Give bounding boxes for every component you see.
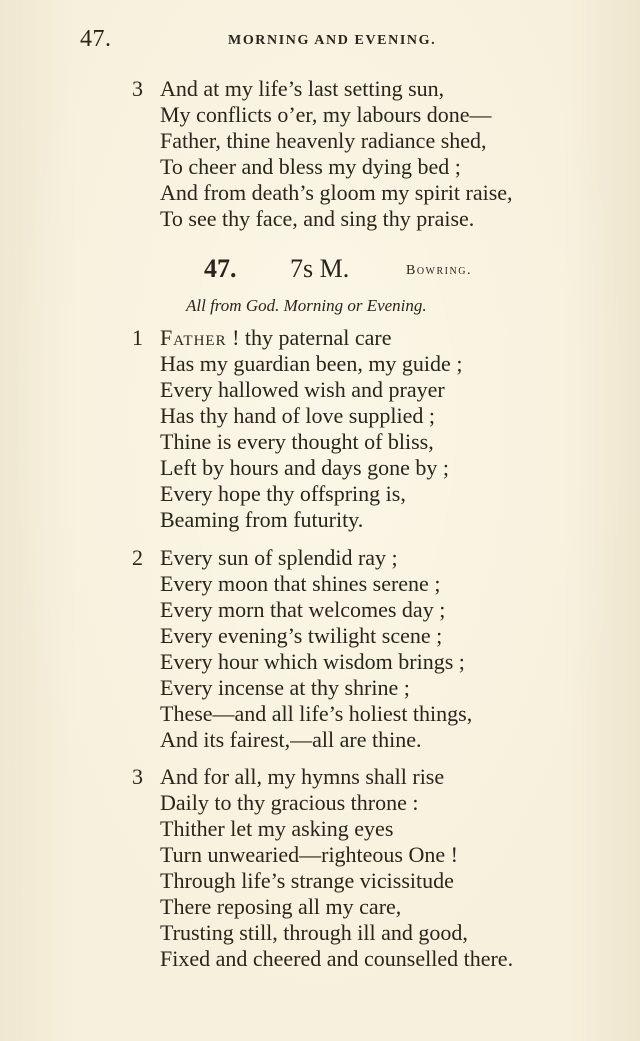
verse-line: Every incense at thy shrine ;: [160, 675, 410, 700]
hymn-subtitle: All from God. Morning or Evening.: [186, 296, 427, 315]
verse-line: Trusting still, through ill and good,: [160, 920, 468, 945]
verse-line: Beaming from futurity.: [160, 507, 364, 532]
verse-line: Through life’s strange vicissitude: [160, 868, 454, 893]
first-word: Father: [160, 325, 227, 350]
page-number: 47.: [80, 26, 112, 52]
verse-line: Every hope thy offspring is,: [160, 481, 406, 506]
verse-line: Every morn that welcomes day ;: [160, 597, 446, 622]
running-title: MORNING AND EVENING.: [228, 33, 437, 48]
verse-number: 2: [132, 545, 143, 570]
verse-line: And its fairest,—all are thine.: [160, 727, 422, 752]
verse-line: Every hallowed wish and prayer: [160, 377, 445, 402]
verse-line: Has thy hand of love supplied ;: [160, 403, 435, 428]
verse-line: To cheer and bless my dying bed ;: [160, 154, 461, 179]
verse-line: And at my life’s last setting sun,: [160, 76, 445, 101]
verse-line: Every evening’s twilight scene ;: [160, 623, 443, 648]
verse-number: 1: [132, 325, 143, 350]
hymn-heading: [0, 254, 640, 288]
verse-line: There reposing all my care,: [160, 894, 402, 919]
hymn-meter: 7s M.: [290, 254, 350, 283]
verse-line: Father, thine heavenly radiance shed,: [160, 128, 487, 153]
verse-line: My conflicts o’er, my labours done—: [160, 102, 492, 127]
verse-line: Every sun of splendid ray ;: [160, 545, 398, 570]
hymn-author: Bowring.: [406, 263, 472, 278]
verse-line: [160, 325, 391, 351]
verse-line: To see thy face, and sing thy praise.: [160, 206, 475, 231]
verse-line: Fixed and cheered and counselled there.: [160, 946, 514, 971]
verse-number: 3: [132, 76, 143, 101]
hymn-number: 47.: [204, 254, 237, 283]
verse-line: Daily to thy gracious throne :: [160, 790, 419, 815]
verse-line: These—and all life’s holiest things,: [160, 701, 473, 726]
verse-line: Turn unwearied—righteous One !: [160, 842, 458, 867]
first-line-rest: ! thy paternal care: [226, 325, 392, 350]
verse-line: Thine is every thought of bliss,: [160, 429, 434, 454]
verse-line: Has my guardian been, my guide ;: [160, 351, 463, 376]
verse-line: Every moon that shines serene ;: [160, 571, 441, 596]
verse-line: Thither let my asking eyes: [160, 816, 394, 841]
verse-number: 3: [132, 764, 143, 789]
verse-line: Left by hours and days gone by ;: [160, 455, 449, 480]
verse-line: Every hour which wisdom brings ;: [160, 649, 465, 674]
verse-line: And for all, my hymns shall rise: [160, 764, 445, 789]
verse-line: And from death’s gloom my spirit raise,: [160, 180, 513, 205]
